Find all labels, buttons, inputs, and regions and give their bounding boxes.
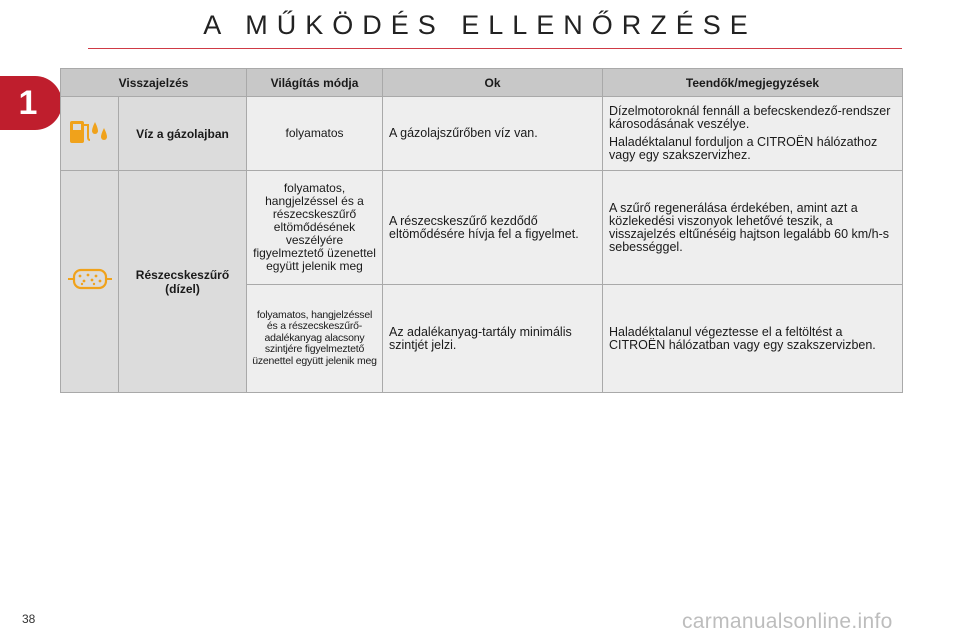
column-header-action: Teendők/megjegyzések bbox=[603, 69, 903, 97]
lighting-mode: folyamatos, hangjelzéssel és a részecskeszűrő eltömődésének veszélyére figyelmeztető üzenettel együtt jelenik meg bbox=[247, 171, 383, 285]
action-paragraph: Dízelmotoroknál fennáll a befecskendező-rendszer károsodásának veszélye. bbox=[609, 104, 891, 131]
indicator-name: Víz a gázolajban bbox=[119, 97, 247, 171]
watermark: carmanualsonline.info bbox=[682, 610, 893, 633]
action-text: Haladéktalanul végeztesse el a feltöltést a CITROËN hálózatban vagy egy szakszervizben. bbox=[603, 285, 903, 393]
warning-lights-table bbox=[60, 68, 903, 393]
cause-text: A gázolajszűrőben víz van. bbox=[383, 97, 603, 171]
action-paragraph: Haladéktalanul forduljon a CITROËN hálózathoz vagy egy szakszervizhez. bbox=[609, 135, 878, 162]
action-text: A szűrő regenerálása érdekében, amint azt a közlekedési viszonyok lehetővé teszik, a visszajelzés eltűnéséig hajtson legalább 60 km/h-s sebességgel. bbox=[603, 171, 903, 285]
table-row bbox=[61, 171, 903, 285]
fuel-water-icon bbox=[67, 116, 113, 146]
page-title: A MŰKÖDÉS ELLENŐRZÉSE bbox=[203, 10, 757, 40]
indicator-icon-cell bbox=[61, 171, 119, 393]
title-divider bbox=[88, 48, 902, 49]
indicator-icon-cell bbox=[61, 97, 119, 171]
lighting-mode: folyamatos bbox=[247, 97, 383, 171]
column-header-lighting-mode: Világítás módja bbox=[247, 69, 383, 97]
indicator-name: Részecskeszűrő (dízel) bbox=[119, 171, 247, 393]
page-number: 38 bbox=[22, 612, 36, 626]
particle-filter-icon bbox=[67, 265, 113, 293]
cause-text: A részecskeszűrő kezdődő eltömődésére hívja fel a figyelmet. bbox=[383, 171, 603, 285]
cause-text: Az adalékanyag-tartály minimális szintjét jelzi. bbox=[383, 285, 603, 393]
column-header-cause: Ok bbox=[383, 69, 603, 97]
table-header-row bbox=[61, 69, 903, 97]
lighting-mode: folyamatos, hangjelzéssel és a részecskeszűrő-adalékanyag alacsony szintjére figyelmeztető üzenettel együtt jelenik meg bbox=[247, 285, 383, 393]
chapter-tab[interactable]: 1 bbox=[0, 76, 62, 130]
table-row bbox=[61, 97, 903, 171]
action-text bbox=[603, 97, 903, 171]
column-header-indicator: Visszajelzés bbox=[61, 69, 247, 97]
